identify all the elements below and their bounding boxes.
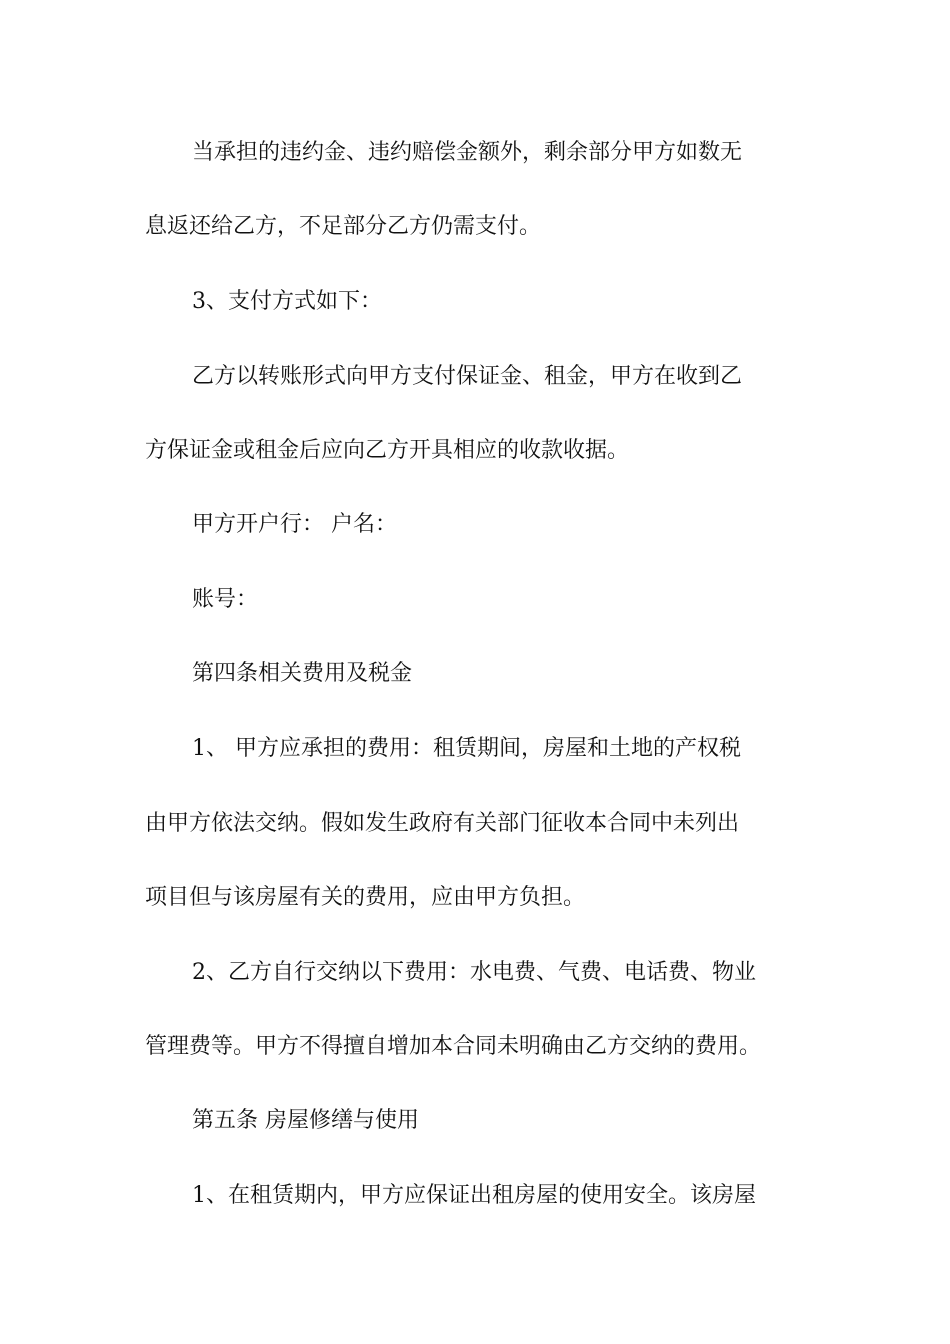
text-line: 息返还给乙方，不足部分乙方仍需支付。 xyxy=(145,214,542,239)
text-line: 乙方以转账形式向甲方支付保证金、租金，甲方在收到乙 xyxy=(192,364,743,389)
section-heading: 第五条 房屋修缮与使用 xyxy=(192,1108,419,1133)
text-line: 方保证金或租金后应向乙方开具相应的收款收据。 xyxy=(145,438,630,463)
section-heading: 第四条相关费用及税金 xyxy=(192,661,413,686)
text-line: 3、支付方式如下： xyxy=(192,289,382,314)
text-line: 由甲方依法交纳。假如发生政府有关部门征收本合同中未列出 xyxy=(145,811,740,836)
text-line: 项目但与该房屋有关的费用，应由甲方负担。 xyxy=(145,885,586,910)
text-line: 甲方开户行： 户名： xyxy=(192,512,397,537)
text-line: 管理费等。甲方不得擅自增加本合同未明确由乙方交纳的费用。 xyxy=(145,1034,762,1059)
text-line: 1、在租赁期内，甲方应保证出租房屋的使用安全。该房屋 xyxy=(192,1183,756,1208)
text-line: 1、 甲方应承担的费用：租赁期间，房屋和土地的产权税 xyxy=(192,736,741,761)
text-line: 2、乙方自行交纳以下费用：水电费、气费、电话费、物业 xyxy=(192,960,756,985)
text-line: 账号： xyxy=(192,587,259,612)
text-line: 当承担的违约金、违约赔偿金额外，剩余部分甲方如数无 xyxy=(192,140,743,165)
